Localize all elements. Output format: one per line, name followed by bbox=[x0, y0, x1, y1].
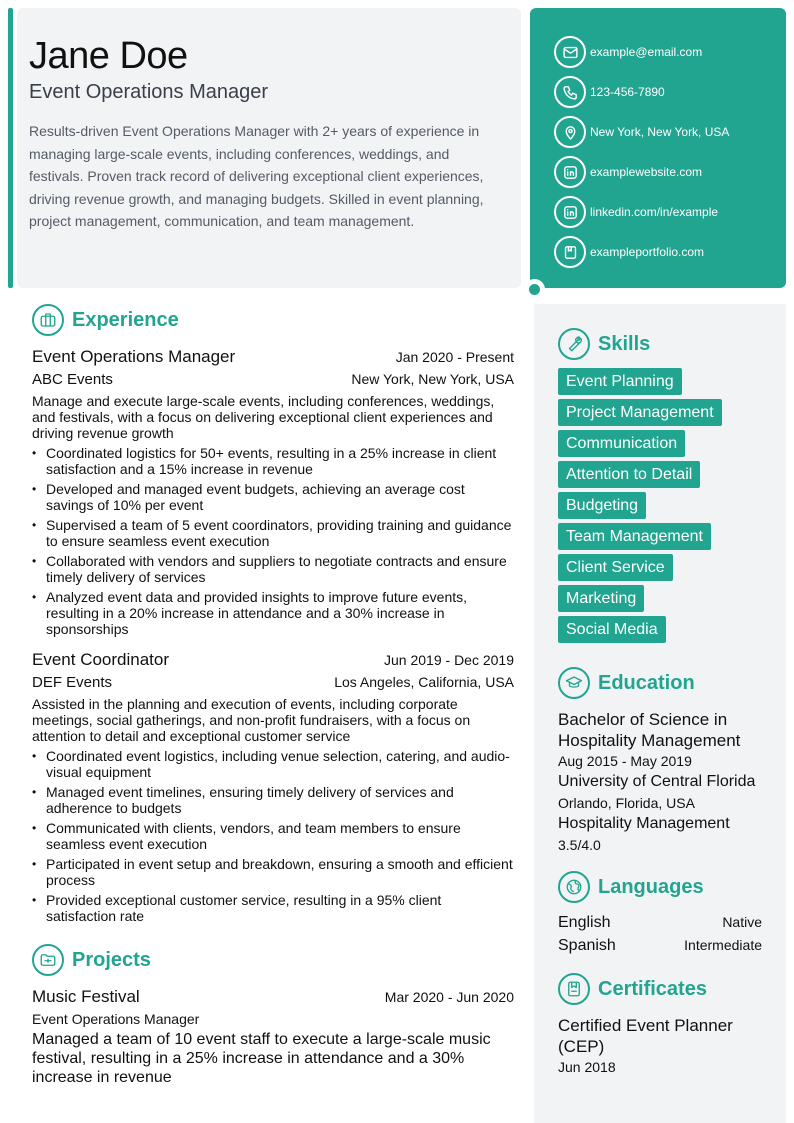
skills-header bbox=[558, 328, 786, 360]
certificates-header bbox=[558, 973, 786, 1005]
main-column bbox=[32, 304, 514, 1087]
education-location: Orlando, Florida, USA bbox=[558, 795, 695, 811]
job-bullets bbox=[32, 445, 514, 637]
skill-tag: Budgeting bbox=[558, 492, 646, 519]
job-description: Assisted in the planning and execution of events, including corporate meetings, social gatherings, and non-profit fundraisers, with a focus on attention to detail and exceptional customer service bbox=[32, 696, 471, 744]
folder-icon bbox=[32, 944, 64, 976]
contact-location-text: New York, New York, USA bbox=[590, 125, 730, 139]
skill-tag: Social Media bbox=[558, 616, 666, 643]
project-title: Music Festival bbox=[32, 987, 140, 1006]
bullet-item: • Developed and managed event budgets, achieving an average cost savings of 10% per event bbox=[32, 481, 514, 513]
summary: Results-driven Event Operations Manager with 2+ years of experience in managing large-scale events, including conferences, weddings, and festivals. Proven track record of delivering exceptional client experiences, driving revenue growth, and managing budgets. Skilled in event planning, project management, communication, and team management. bbox=[29, 123, 484, 230]
certificate-icon bbox=[558, 973, 590, 1005]
experience-item bbox=[32, 346, 514, 637]
contact-website-text: examplewebsite.com bbox=[590, 165, 703, 179]
languages-list bbox=[558, 911, 786, 957]
location-pin-icon bbox=[554, 116, 586, 148]
wrench-icon bbox=[558, 328, 590, 360]
contact-linkedin-text: linkedin.com/in/example bbox=[590, 205, 719, 219]
contact-panel bbox=[530, 8, 786, 288]
projects-header bbox=[32, 944, 514, 976]
job-bullets bbox=[32, 748, 514, 924]
linkedin-icon bbox=[554, 156, 586, 188]
project-item bbox=[32, 986, 514, 1087]
sidebar-column bbox=[534, 304, 786, 1123]
projects-title: Projects bbox=[72, 948, 151, 971]
decorative-dot bbox=[524, 279, 545, 300]
languages-title: Languages bbox=[598, 875, 704, 898]
skill-tag: Marketing bbox=[558, 585, 644, 612]
contact-portfolio[interactable] bbox=[554, 232, 786, 272]
header-panel bbox=[17, 8, 521, 288]
company-name: ABC Events bbox=[32, 371, 113, 388]
bullet-item: • Analyzed event data and provided insights to improve future events, resulting in a 20% increase in attendance and a 30% increase in sponsorships bbox=[32, 589, 514, 637]
candidate-name: Jane Doe bbox=[29, 35, 188, 77]
portfolio-icon bbox=[554, 236, 586, 268]
linkedin-icon bbox=[554, 196, 586, 228]
certificates-title: Certificates bbox=[598, 977, 707, 1000]
briefcase-icon bbox=[32, 304, 64, 336]
job-title: Event Operations Manager bbox=[32, 347, 236, 366]
contact-phone[interactable] bbox=[554, 72, 786, 112]
job-location: Los Angeles, California, USA bbox=[334, 674, 514, 690]
bullet-item: • Provided exceptional customer service, resulting in a 95% client satisfaction rate bbox=[32, 892, 514, 924]
experience-item bbox=[32, 649, 514, 924]
skills-title: Skills bbox=[598, 332, 651, 355]
bullet-item: • Managed event timelines, ensuring timely delivery of services and adherence to budgets bbox=[32, 784, 514, 816]
education-gpa: 3.5/4.0 bbox=[558, 837, 601, 853]
certificate-date: Jun 2018 bbox=[558, 1059, 616, 1075]
education-title: Education bbox=[598, 671, 695, 694]
globe-icon bbox=[558, 871, 590, 903]
bullet-item: • Coordinated logistics for 50+ events, resulting in a 25% increase in client satisfaction and a 15% increase in revenue bbox=[32, 445, 514, 477]
project-role: Event Operations Manager bbox=[32, 1011, 200, 1027]
job-description: Manage and execute large-scale events, including conferences, weddings, and festivals, with a focus on delivering exceptional client experiences and driving revenue growth bbox=[32, 393, 495, 441]
language-level: Native bbox=[722, 914, 762, 930]
mail-icon bbox=[554, 36, 586, 68]
language-item bbox=[558, 911, 762, 934]
project-description: Managed a team of 10 event staff to execute a large-scale music festival, resulting in a 25% increase in attendance and a 30% increase in revenue bbox=[32, 1031, 491, 1086]
language-item bbox=[558, 934, 762, 957]
skill-tag: Attention to Detail bbox=[558, 461, 700, 488]
company-name: DEF Events bbox=[32, 674, 113, 691]
bullet-item: • Collaborated with vendors and suppliers to negotiate contracts and ensure timely delivery of services bbox=[32, 553, 514, 585]
graduation-cap-icon bbox=[558, 667, 590, 699]
experience-title: Experience bbox=[72, 308, 179, 331]
job-location: New York, New York, USA bbox=[351, 371, 514, 387]
certificate-name: Certified Event Planner (CEP) bbox=[558, 1016, 733, 1056]
education-school: University of Central Florida bbox=[558, 773, 756, 790]
project-date: Mar 2020 - Jun 2020 bbox=[384, 989, 514, 1005]
language-name: Spanish bbox=[558, 937, 616, 954]
bullet-item: • Coordinated event logistics, including venue selection, catering, and audio-visual equipment bbox=[32, 748, 514, 780]
contact-phone-text: 123-456-7890 bbox=[590, 85, 665, 99]
language-name: English bbox=[558, 914, 611, 931]
experience-header bbox=[32, 304, 514, 336]
education-dates: Aug 2015 - May 2019 bbox=[558, 753, 692, 769]
skill-tag: Client Service bbox=[558, 554, 673, 581]
contact-email[interactable] bbox=[554, 32, 786, 72]
skills-list bbox=[558, 368, 786, 643]
job-date: Jan 2020 - Present bbox=[395, 349, 514, 365]
contact-website[interactable] bbox=[554, 152, 786, 192]
education-field: Hospitality Management bbox=[558, 815, 730, 832]
education-degree: Bachelor of Science in Hospitality Management bbox=[558, 710, 741, 750]
bullet-item: • Participated in event setup and breakdown, ensuring a smooth and efficient process bbox=[32, 856, 514, 888]
candidate-title: Event Operations Manager bbox=[29, 81, 269, 103]
skill-tag: Communication bbox=[558, 430, 685, 457]
job-title: Event Coordinator bbox=[32, 650, 170, 669]
bullet-item: • Communicated with clients, vendors, and team members to ensure seamless event execution bbox=[32, 820, 514, 852]
contact-location bbox=[554, 112, 786, 152]
job-date: Jun 2019 - Dec 2019 bbox=[384, 652, 514, 668]
education-header bbox=[558, 667, 786, 699]
bullet-item: • Supervised a team of 5 event coordinators, providing training and guidance to ensure seamless event execution bbox=[32, 517, 514, 549]
accent-bar bbox=[8, 8, 13, 288]
contact-portfolio-text: exampleportfolio.com bbox=[590, 245, 705, 259]
skill-tag: Team Management bbox=[558, 523, 711, 550]
languages-header bbox=[558, 871, 786, 903]
skill-tag: Project Management bbox=[558, 399, 722, 426]
phone-icon bbox=[554, 76, 586, 108]
skill-tag: Event Planning bbox=[558, 368, 682, 395]
contact-email-text: example@email.com bbox=[590, 45, 703, 59]
contact-linkedin[interactable] bbox=[554, 192, 786, 232]
language-level: Intermediate bbox=[684, 937, 762, 953]
